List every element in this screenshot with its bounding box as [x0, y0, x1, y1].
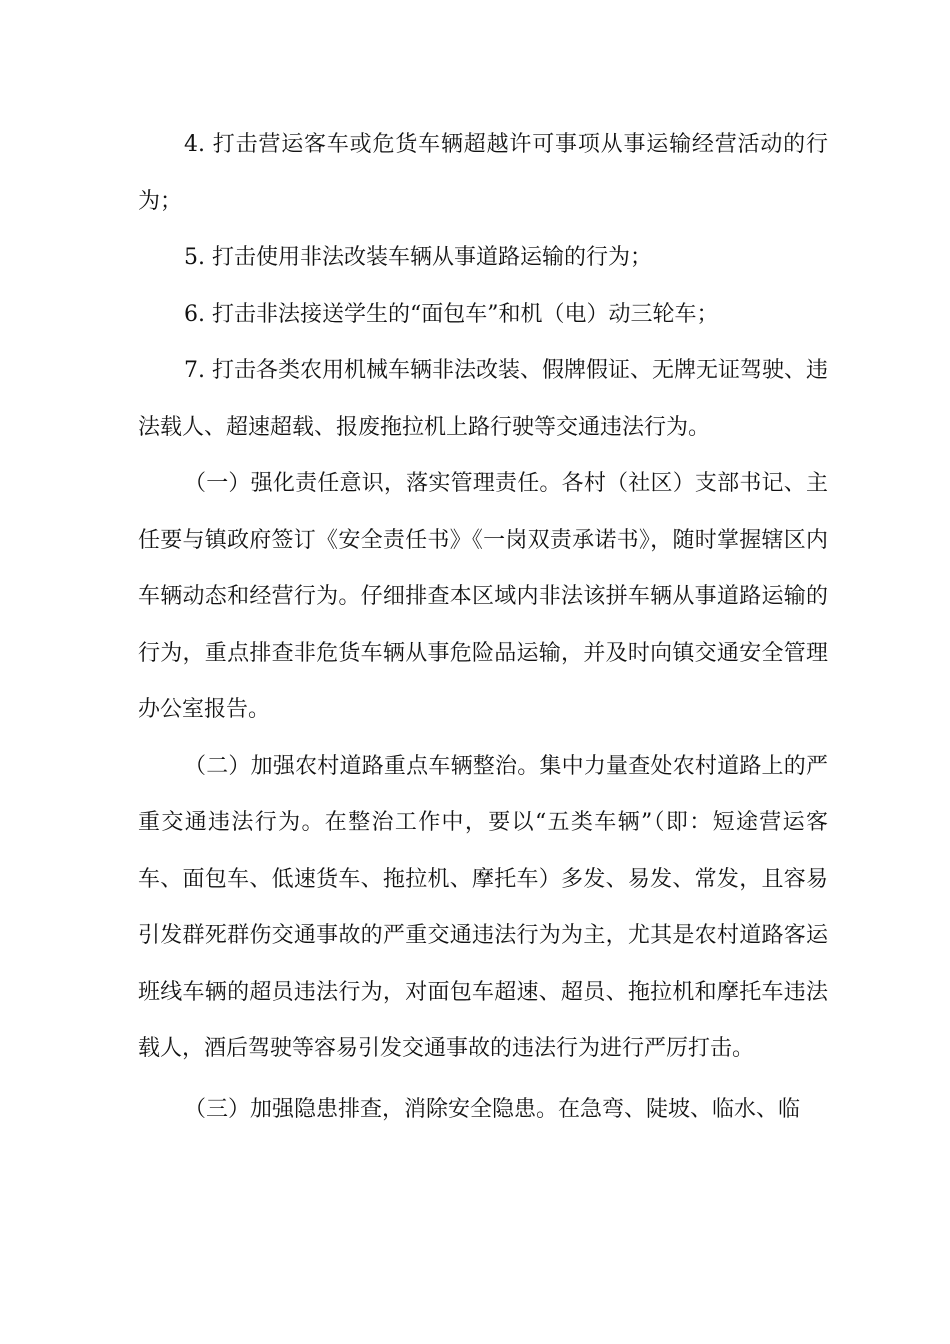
paragraph-item-6: 6. 打击非法接送学生的“面包车”和机（电）动三轮车；: [184, 301, 719, 327]
paragraph-item-5: 5. 打击使用非法改装车辆从事道路运输的行为；: [184, 245, 652, 270]
paragraph-item-4: 4. 打击营运客车或危货车辆超越许可事项从事运输经营活动的行为；: [138, 132, 828, 214]
paragraph-item-7: 7. 打击各类农用机械车辆非法改装、假牌假证、无牌无证驾驶、违法载人、超速超载、报废拖拉机上路行驶等交通违法行为。: [138, 358, 828, 440]
paragraph-section-2: （二）加强农村道路重点车辆整治。集中力量查处农村道路上的严重交通违法行为。在整治工作中，要以“五类车辆”（即：短途营运客车、面包车、低速货车、拖拉机、摩托车）多发、易发、常发，且容易引发群死群伤交通事故的严重交通违法行为为主，尤其是农村道路客运班线车辆的超员违法行为，对面包车超速、超员、拖拉机和摩托车违法载人，酒后驾驶等容易引发交通事故的违法行为进行严厉打击。: [138, 753, 828, 1061]
paragraph-section-1: （一）强化责任意识，落实管理责任。各村（社区）支部书记、主任要与镇政府签订《安全责任书》《一岗双责承诺书》，随时掌握辖区内车辆动态和经营行为。仔细排查本区域内非法该拼车辆从事道路运输的行为，重点排查非危货车辆从事危险品运输，并及时向镇交通安全管理办公室报告。: [138, 471, 828, 722]
document-page: [138, 117, 828, 1138]
paragraph-section-3: （三）加强隐患排查，消除安全隐患。在急弯、陡坡、临水、临: [184, 1096, 801, 1122]
